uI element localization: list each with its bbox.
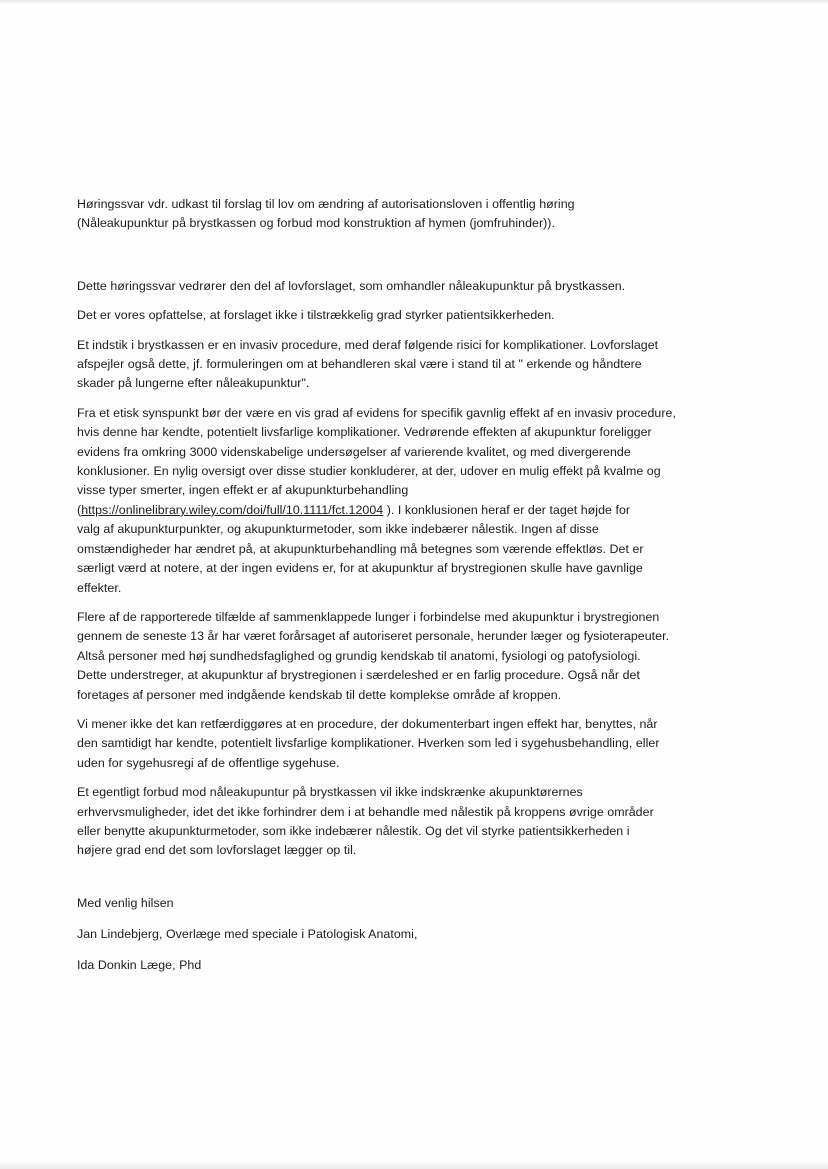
subject-heading (77, 195, 757, 234)
signer-name: Ida Donkin Læge, Phd (77, 957, 202, 972)
paragraph (77, 306, 757, 325)
scan-edge-top (0, 0, 828, 4)
text-line-with-link (77, 501, 757, 520)
text-line: konklusioner. En nylig oversigt over disse studier konkluderer, at der, udover en mulig effekt på kvalme og (77, 464, 661, 479)
paragraph (77, 608, 757, 705)
paragraph (77, 336, 757, 394)
subject-line: Høringssvar vdr. udkast til forslag til lov om ændring af autorisationsloven i offentlig høring (77, 197, 575, 211)
text-line: hvis denne har kendte, potentielt livsfarlige komplikationer. Vedrørende effekten af akupunktur foreligger (77, 425, 652, 440)
text-line: særligt værd at notere, at der ingen evidens er, for at akupunktur af brystregionen skulle have gavnlige (77, 561, 643, 576)
text-line: Et indstik i brystkassen er en invasiv procedure, med deraf følgende risici for komplikationer. Lovforslaget (77, 337, 659, 352)
scan-edge-bottom (0, 1161, 828, 1169)
text-line: den samtidigt har kendte, potentielt livsfarlige komplikationer. Hverken som led i sygehusbehandling, eller (77, 736, 660, 751)
paragraph (77, 404, 757, 598)
signer-name: Jan Lindebjerg, Overlæge med speciale i Patologisk Anatomi, (77, 926, 418, 941)
subject-line: (Nåleakupunktur på brystkassen og forbud mod konstruktion af hymen (jomfruhinder)). (77, 216, 555, 231)
text-line: Et egentligt forbud mod nåleakupuntur på brystkassen vil ikke indskrænke akupunktørernes (77, 785, 583, 800)
text-fragment: ). I konklusionen heraf er der taget højde for (383, 502, 631, 517)
text-line: evidens fra omkring 3000 videnskabelige undersøgelser af varierende kvalitet, og med divergerende (77, 444, 631, 459)
text-line: skader på lungerne efter nåleakupunktur". (77, 376, 310, 391)
text-line: gennem de seneste 13 år har været forårsaget af autoriseret personale, herunder læger og fysioterapeuter. (77, 629, 670, 644)
text-line: afspejler også dette, jf. formuleringen om at behandleren skal være i stand til at " erkende og håndtere (77, 357, 642, 372)
paragraph (77, 277, 757, 296)
text-line: uden for sygehusregi af de offentlige sygehuse. (77, 755, 340, 770)
text-line: foretages af personer med indgående kendskab til dette komplekse område af kroppen. (77, 687, 562, 702)
text-line: visse typer smerter, ingen effekt er af akupunkturbehandling (77, 483, 409, 498)
text-line: eller benytte akupunkturmetoder, som ikke indebærer nålestik. Og det vil styrke patientsikkerheden i (77, 823, 630, 838)
text-line: erhvervsmuligheder, idet det ikke forhindrer dem i at behandle med nålestik på kroppens øvrige områder (77, 804, 654, 819)
text-line: højere grad end det som lovforslaget lægger op til. (77, 843, 357, 858)
paragraph (77, 715, 757, 773)
text-line: Det er vores opfattelse, at forslaget ikke i tilstrækkelig grad styrker patientsikkerheden. (77, 308, 555, 323)
letter-body (77, 195, 757, 987)
paren-open: ( (77, 502, 82, 517)
closing-greeting: Med venlig hilsen (77, 895, 174, 910)
text-line: effekter. (77, 580, 122, 595)
reference-link[interactable]: https://onlinelibrary.wiley.com/doi/full/10.1111/fct.12004 (81, 502, 384, 517)
paragraph (77, 783, 757, 861)
text-line: Flere af de rapporterede tilfælde af sammenklappede lunger i forbindelse med akupunktur i brystregionen (77, 609, 660, 624)
text-line: Dette understreger, at akupunktur af brystregionen i særdeleshed er en farlig procedure. Også når det (77, 668, 640, 683)
text-line: Vi mener ikke det kan retfærdiggøres at en procedure, der dokumenterbart ingen effekt har, benyttes, når (77, 716, 658, 731)
text-line: omstændigheder har ændret på, at akupunkturbehandling må betegnes som værende effektløs. Det er (77, 541, 644, 556)
signature-block (77, 894, 757, 975)
text-line: Altså personer med høj sundhedsfaglighed og grundig kendskab til anatomi, fysiologi og patofysiologi. (77, 648, 641, 663)
text-line: Fra et etisk synspunkt bør der være en vis grad af evidens for specifik gavnlig effekt af en invasiv procedure, (77, 405, 676, 420)
text-line: valg af akupunkturpunkter, og akupunkturmetoder, som ikke indebærer nålestik. Ingen af disse (77, 522, 599, 537)
text-line: Dette høringssvar vedrører den del af lovforslaget, som omhandler nåleakupunktur på brystkassen. (77, 278, 626, 293)
